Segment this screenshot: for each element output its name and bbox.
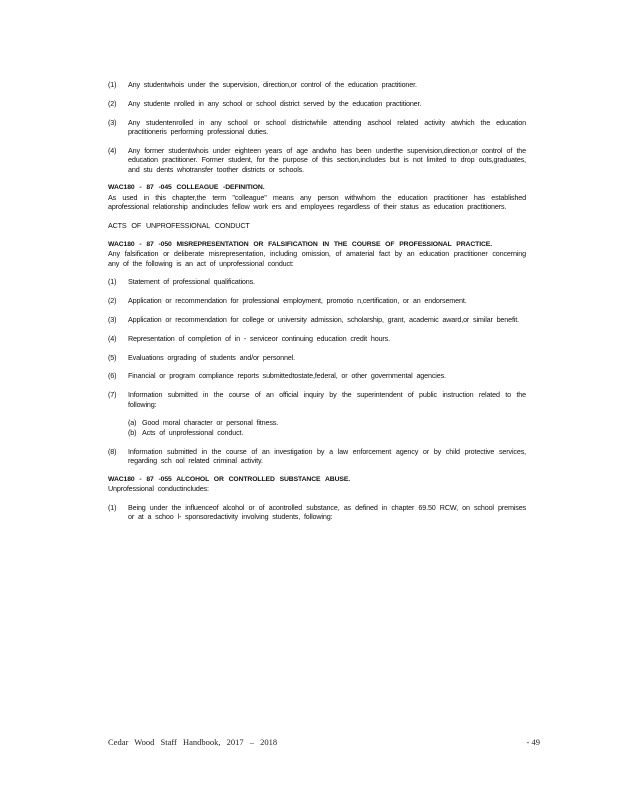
list-item-number: (a) [128, 418, 137, 428]
list-students [108, 80, 526, 174]
acts-heading: ACTS OF UNPROFESSIONAL CONDUCT [108, 221, 250, 231]
list-item-number: (1) [108, 277, 117, 287]
section-misrepresentation [108, 240, 526, 268]
list-item-number: (6) [108, 371, 117, 381]
section-title: WAC180 - 87 -045 COLLEAGUE -DEFINITION. [108, 184, 265, 192]
list-item-number: (4) [108, 333, 117, 343]
list-item [108, 99, 526, 108]
list-item-text: Any studente nrolled in any school or school district served by the education practitioner. [128, 98, 422, 108]
list-item-text: Acts of unprofessional conduct. [142, 427, 244, 437]
list-item-text: Information submitted in the course of an investigation by a law enforcement agency or by child protective services, regarding sch ool related criminal activity. [128, 446, 526, 466]
section-colleague [108, 183, 526, 211]
list-misrepresentation [108, 277, 526, 409]
list-item-number: (3) [108, 315, 117, 325]
list-item [128, 428, 526, 437]
list-item-text: Evaluations orgrading of students and/or personnel. [128, 352, 295, 362]
section-body: Any falsification or deliberate misrepresentation, including omission, of amaterial fact by an education practitioner concerning any of the following is an act of unprofessional conduct: [108, 249, 526, 268]
section-title: WAC180 - 87 -055 ALCOHOL OR CONTROLLED SUBSTANCE ABUSE. [108, 475, 351, 483]
list-item-number: (3) [108, 117, 117, 127]
section-body: As used in this chapter,the term "colleague" means any person withwhom the education practitioner has established aprofessional relationship andincludes fellow work ers and employees regardless of their status as education practitioners. [108, 192, 526, 212]
list-item [108, 390, 526, 409]
page-number: - 49 [526, 737, 540, 747]
list-item [108, 315, 526, 324]
section-alcohol [108, 475, 526, 494]
list-item [108, 353, 526, 362]
list-item-text: Financial or program compliance reports submittedtostate,federal, or other governmental agencies. [128, 371, 446, 381]
list-item [108, 503, 526, 522]
list-item-number: (1) [108, 80, 117, 89]
section-title: WAC180 - 87 -050 MISREPRESENTATION OR FALSIFICATION IN THE COURSE OF PROFESSIONAL PRACTICE. [108, 240, 493, 248]
list-item-text: Information submitted in the course of an official inquiry by the superintendent of public instruction related to the following: [128, 390, 526, 409]
list-item-number: (1) [108, 503, 117, 513]
list-item [108, 447, 526, 466]
list-item [108, 371, 526, 380]
list-item [128, 418, 526, 427]
list-item-number: (4) [108, 145, 117, 155]
list-item [108, 296, 526, 305]
list-item-number: (b) [128, 427, 137, 437]
list-item [108, 277, 526, 286]
list-item-text: Being under the influenceof alcohol or of acontrolled substance, as defined in chapter 69.50 RCW, on school premises or at a schoo l- sponsoredactivity involving students, following: [128, 503, 526, 522]
list-sub-items [108, 418, 526, 437]
list-item-text: Application or recommendation for professional employment, promotio n,certification, or an endorsement. [128, 296, 467, 306]
list-item-text: Any studentenrolled in any school or school districtwhile attending aschool related activity atwhich the education practitioneris performing professional duties. [128, 117, 526, 136]
list-item-text: Good moral character or personal fitness. [142, 418, 279, 428]
list-item [108, 334, 526, 343]
page-content [108, 80, 526, 531]
list-item-number: (2) [108, 98, 117, 108]
list-item-number: (2) [108, 296, 117, 306]
list-item-number: (5) [108, 352, 117, 362]
footer-handbook-title: Cedar Wood Staff Handbook, 2017 – 2018 [108, 737, 278, 747]
list-item [108, 80, 526, 89]
list-item [108, 146, 526, 174]
list-item-number: (8) [108, 446, 117, 456]
list-item-number: (7) [108, 390, 117, 400]
list-item-text: Representation of completion of in - serviceor continuing education credit hours. [128, 333, 390, 343]
section-body: Unprofessional conductincludes: [108, 484, 209, 494]
list-item-text: Any studentwhois under the supervision, direction,or control of the education practitioner. [128, 80, 417, 89]
list-item-text: Application or recommendation for college or university admission, scholarship, grant, academic award,or similar benefit. [128, 315, 519, 325]
list-alcohol [108, 503, 526, 522]
list-item [108, 118, 526, 137]
list-misrepresentation-tail [108, 447, 526, 466]
list-item-text: Statement of professional qualifications. [128, 277, 255, 287]
list-item-text: Any former studentwhois under eighteen years of age andwho has been underthe supervision,direction,or control of the education practitioner. Former student, for the purpose of this section,includes but is not limited to drop outs,graduates, and stu dents whotransfer toother districts or schools. [128, 145, 526, 174]
